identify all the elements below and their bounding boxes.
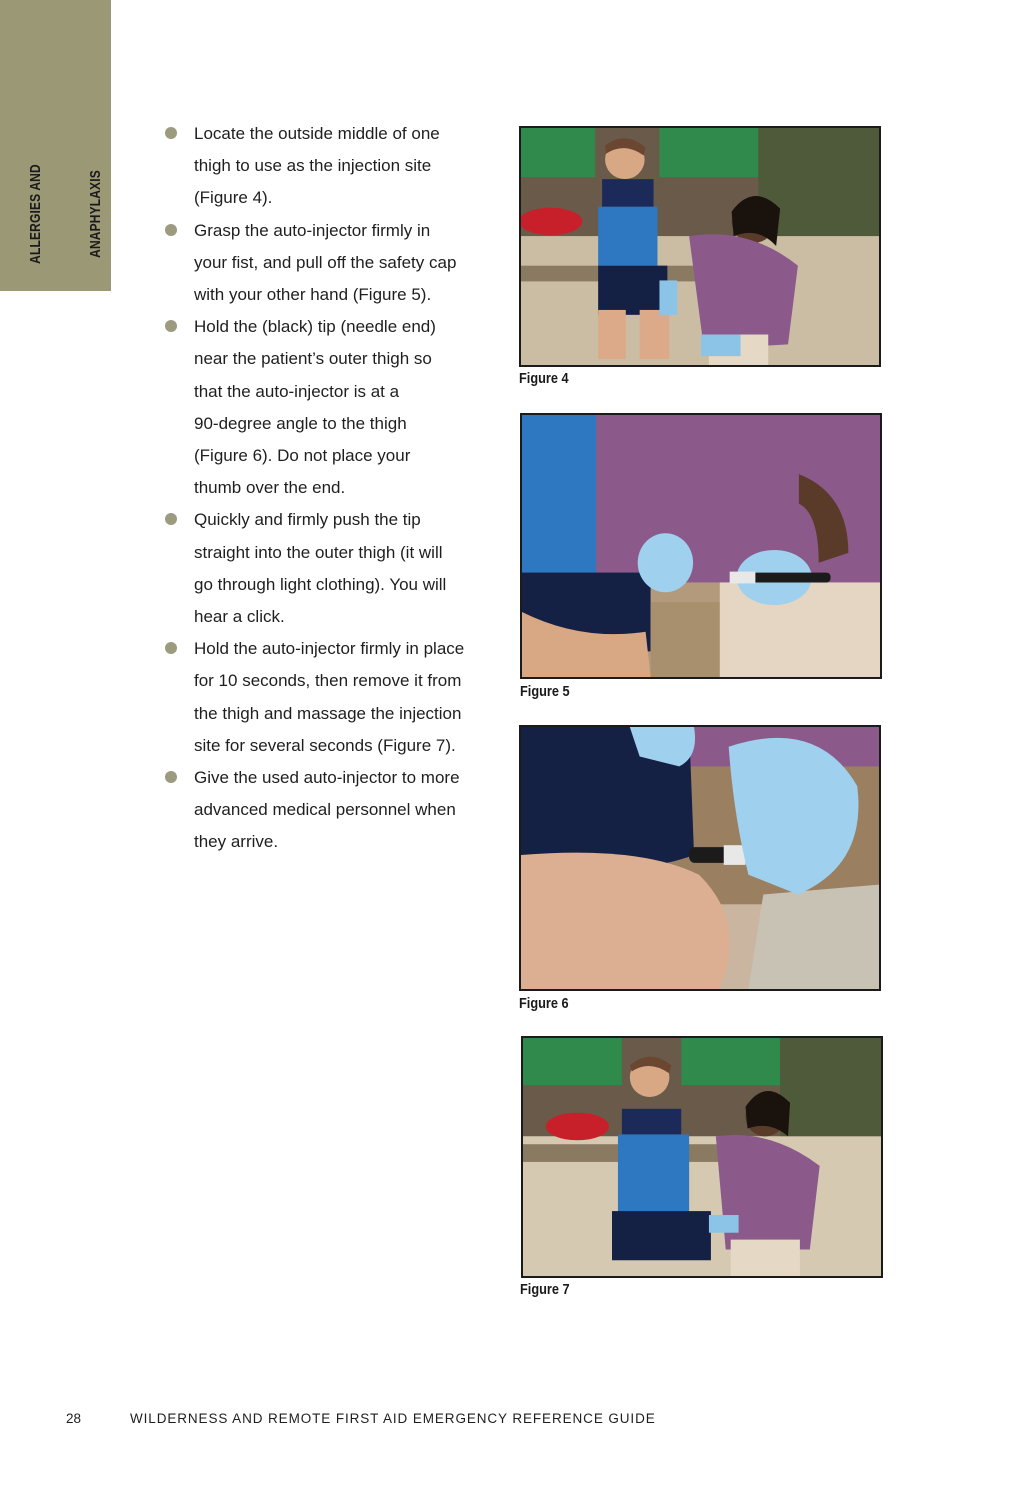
instruction-line: go through light clothing). You will xyxy=(194,574,447,594)
bullet-icon xyxy=(165,642,177,654)
instruction-line: Locate the outside middle of one xyxy=(194,124,440,143)
instruction-list xyxy=(163,118,503,859)
section-tab-line2: ANAPHYLAXIS xyxy=(87,170,104,258)
instruction-line: your fist, and pull off the safety cap xyxy=(194,252,457,272)
instruction-line: thigh to use as the injection site xyxy=(194,156,432,176)
section-tab xyxy=(0,0,111,291)
instruction-line: Hold the (black) tip (needle end) xyxy=(194,317,436,337)
instruction-line: hear a click. xyxy=(194,607,285,627)
bullet-icon xyxy=(165,513,177,525)
instruction-item xyxy=(163,762,503,859)
instruction-item xyxy=(163,215,503,312)
instruction-line: with your other hand (Figure 5). xyxy=(194,285,432,305)
figure-5-caption: Figure 5 xyxy=(520,683,570,700)
section-tab-line1: ALLERGIES AND xyxy=(27,164,44,264)
instruction-item xyxy=(163,311,503,504)
instruction-line: for 10 seconds, then remove it from xyxy=(194,671,462,691)
figure-7-photo xyxy=(521,1036,883,1278)
instruction-line: Quickly and firmly push the tip xyxy=(194,510,421,530)
instruction-item xyxy=(163,504,503,633)
figure-7-caption: Figure 7 xyxy=(520,1281,570,1298)
figure-5-photo xyxy=(520,413,882,679)
bullet-icon xyxy=(165,127,177,139)
instruction-line: (Figure 6). Do not place your xyxy=(194,446,411,466)
page-number: 28 xyxy=(66,1411,82,1426)
instruction-item xyxy=(163,633,503,762)
bullet-icon xyxy=(165,320,177,332)
instruction-line: near the patient’s outer thigh so xyxy=(194,349,432,369)
instruction-line: thumb over the end. xyxy=(194,478,346,498)
instruction-line: 90-degree angle to the thigh xyxy=(194,413,407,433)
running-footer-title: WILDERNESS AND REMOTE FIRST AID EMERGENCY REFERENCE GUIDE xyxy=(130,1411,656,1426)
instruction-line: the thigh and massage the injection xyxy=(194,703,462,723)
figure-4-caption: Figure 4 xyxy=(519,370,569,387)
figure-6-caption: Figure 6 xyxy=(519,995,569,1012)
instruction-line: they arrive. xyxy=(194,832,279,852)
bullet-icon xyxy=(165,224,177,236)
section-tab-label xyxy=(0,152,146,277)
instruction-line: Give the used auto-injector to more xyxy=(194,768,460,788)
instruction-line: Hold the auto-injector firmly in place xyxy=(194,639,465,659)
instruction-line: straight into the outer thigh (it will xyxy=(194,542,443,562)
instruction-line: (Figure 4). xyxy=(194,188,273,208)
figure-4-photo xyxy=(519,126,881,367)
instruction-line: site for several seconds (Figure 7). xyxy=(194,735,456,755)
figure-6-photo xyxy=(519,725,881,991)
instruction-line: advanced medical personnel when xyxy=(194,800,456,820)
instruction-item xyxy=(163,118,503,215)
instruction-line: that the auto-injector is at a xyxy=(194,381,400,401)
bullet-icon xyxy=(165,771,177,783)
instruction-line: Grasp the auto-injector firmly in xyxy=(194,220,431,240)
